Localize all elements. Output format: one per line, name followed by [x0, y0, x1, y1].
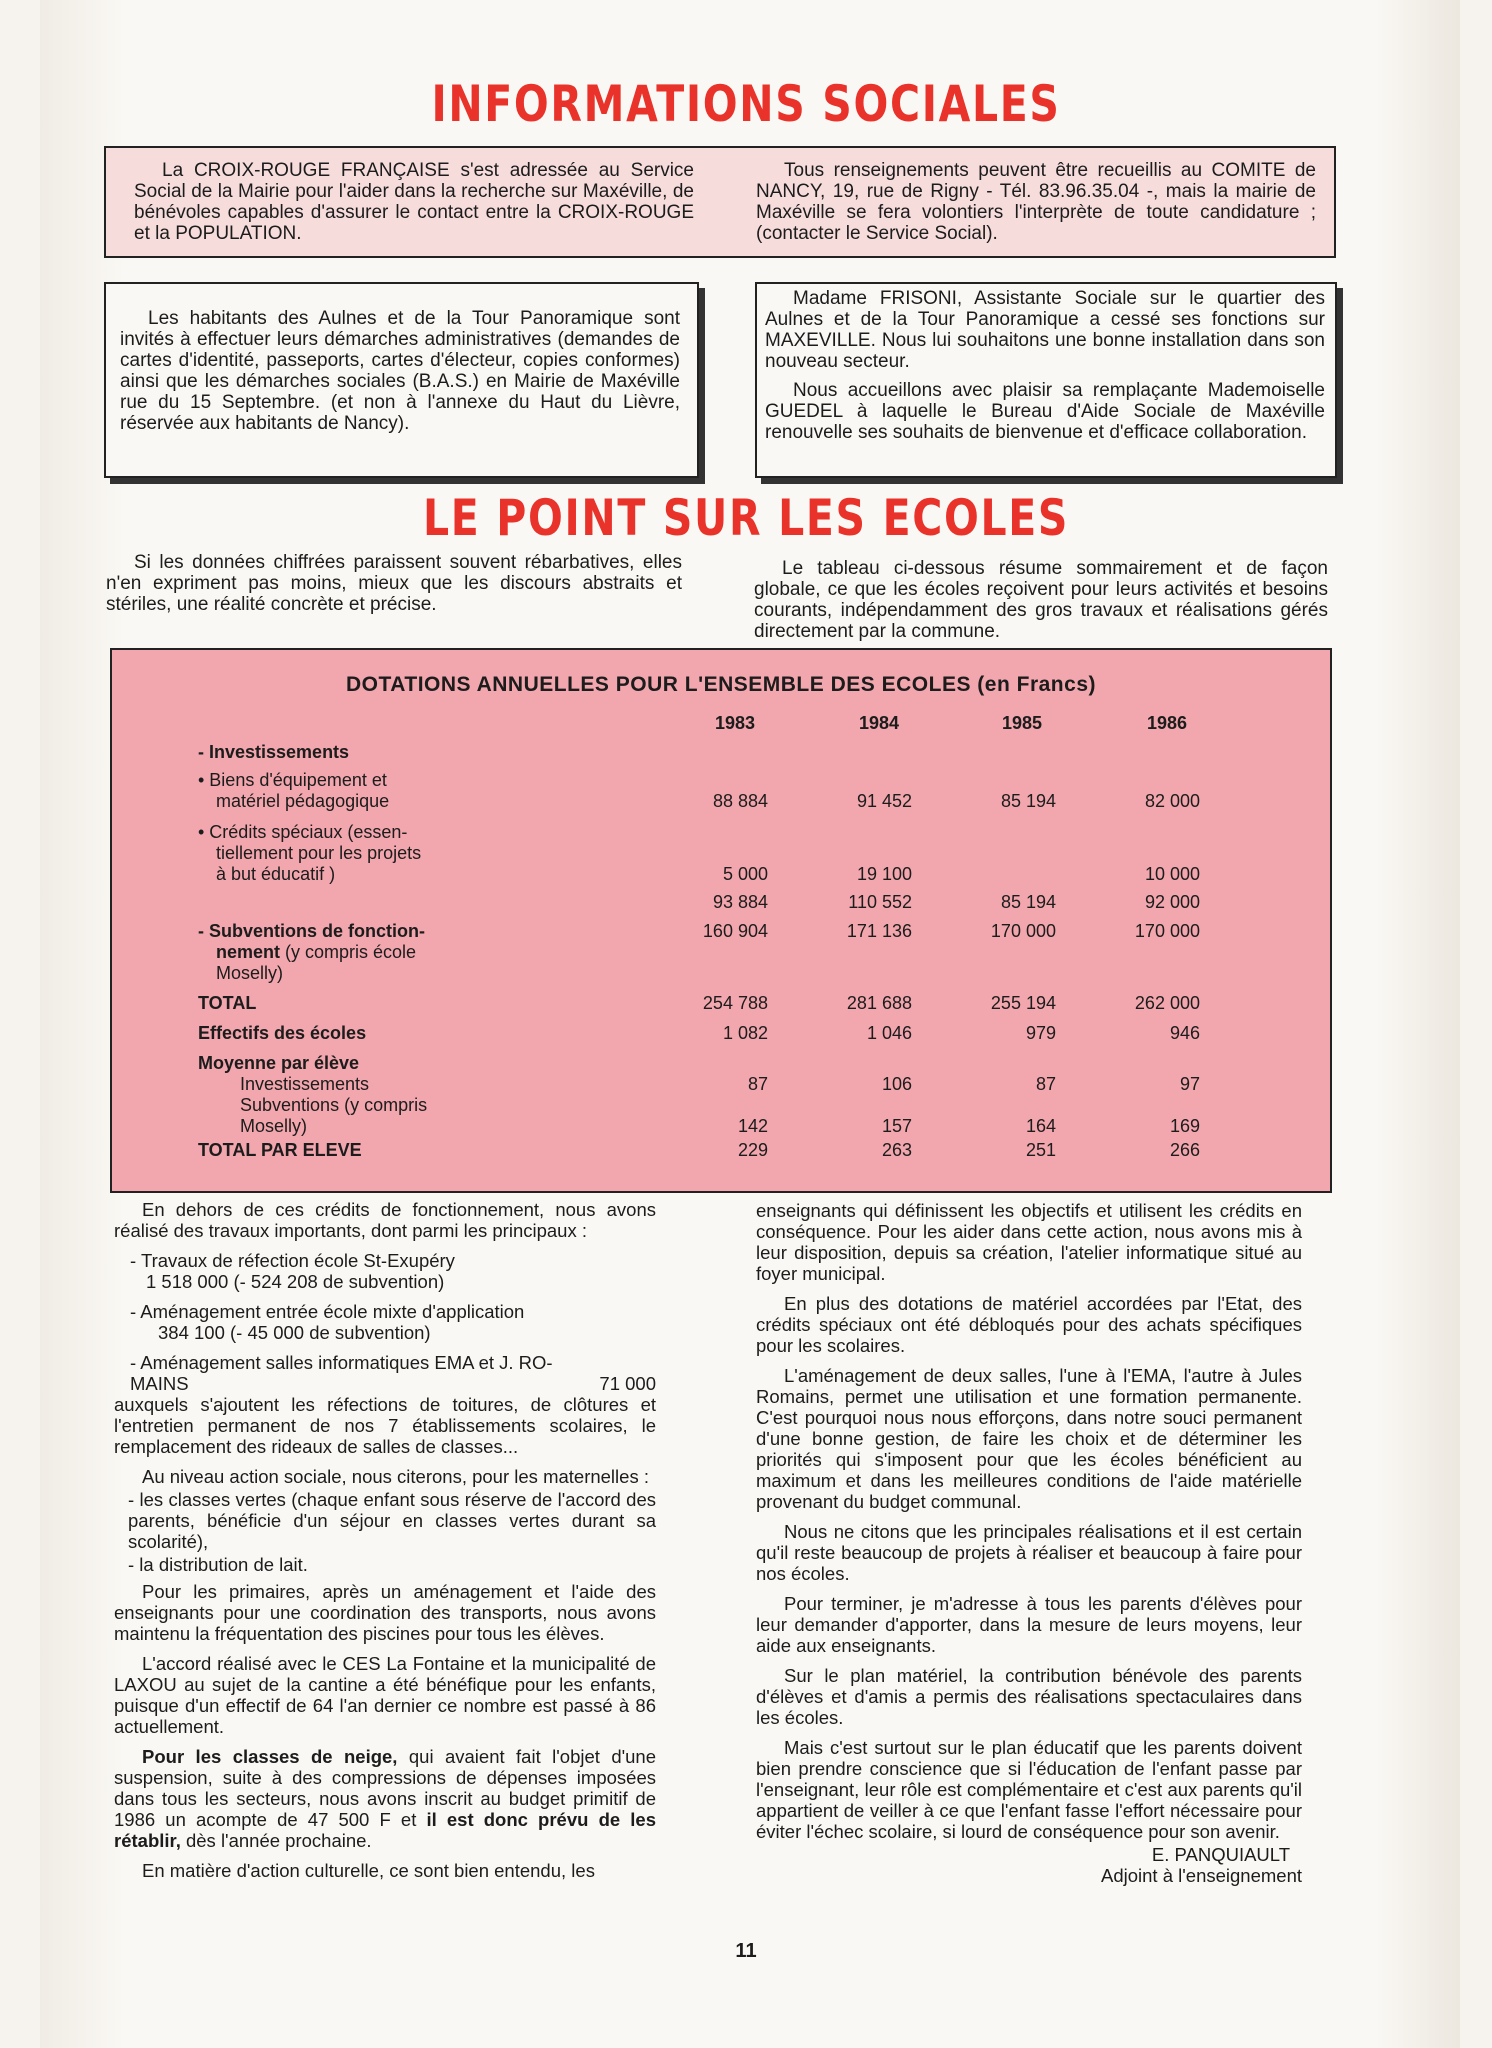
row-label-subv-3: Moselly): [216, 963, 284, 983]
biens-1986: 82 000: [1144, 791, 1200, 811]
works-item-1-title: - Travaux de réfection école St-Exupéry: [130, 1250, 455, 1271]
subv-1985: 170 000: [990, 921, 1056, 941]
signature-title: Adjoint à l'enseignement: [1101, 1865, 1302, 1886]
total-eleve-1983: 229: [737, 1140, 768, 1160]
effectifs-1984: 1 046: [866, 1023, 912, 1043]
moy-subv-1986: 169: [1169, 1116, 1200, 1136]
assistante-sociale-p1: Madame FRISONI, Assistante Sociale sur le quartier des Aulnes et de la Tour Panoramique a cessé ses fonctions sur MAXEVILLE. Nous lui souhaitons une bonne installation dans son nouveau secteur.: [765, 288, 1325, 372]
left-p3-item1: - les classes vertes (chaque enfant sous réserve de l'accord des parents, bénéficie d'un séjour en classes vertes durant sa scolarité),: [128, 1489, 656, 1552]
aulnes-demarches-text: Les habitants des Aulnes et de la Tour Panoramique sont invités à effectuer leurs démarches administratives (demandes de cartes d'identité, passeports, cartes d'électeur, copies conformes) ainsi que les démarches sociales (B.A.S.) en Mairie de Maxéville rue du 15 Septembre. (et non à l'annexe du Haut du Lièvre, réservée aux habitants de Nancy).: [120, 308, 680, 434]
right-p2: En plus des dotations de matériel accordées par l'Etat, des crédits spéciaux ont été débloqués pour des achats spécifiques pour les scolaires.: [756, 1293, 1302, 1356]
year-header-1983: 1983: [714, 713, 756, 733]
moy-inv-1986: 97: [1179, 1074, 1200, 1094]
total-eleve-1984: 263: [881, 1140, 912, 1160]
works-item-3: [114, 1352, 656, 1394]
intro-right: [754, 558, 1328, 642]
section-title-informations-sociales: INFORMATIONS SOCIALES: [431, 75, 1061, 133]
works-item-3-title: - Aménagement salles informatiques EMA et J. RO-: [130, 1352, 553, 1373]
row-label-total-eleve: TOTAL PAR ELEVE: [198, 1140, 362, 1160]
left-p3: Au niveau action sociale, nous citerons, pour les maternelles :: [142, 1466, 649, 1487]
row-label-subv-2: [216, 942, 416, 963]
aulnes-demarches-box: [104, 282, 699, 478]
left-p6-text1: qui avaient fait l'objet d'une suspension, suite à des compressions de dépenses imposées dans tous les secteurs, nous avons inscrit au budget primitif de 1986 un acompte de 47 500 F et: [114, 1746, 657, 1830]
row-label-investissements: - Investissements: [198, 742, 350, 762]
left-p2: auxquels s'ajoutent les réfections de toitures, de clôtures et l'entretien permanent de nos 7 établissements scolaires, le remplacement des rideaux de salles de classes...: [114, 1394, 656, 1457]
year-header-1986: 1986: [1146, 713, 1188, 733]
row-label-moy-subv-2: Moselly): [240, 1116, 308, 1136]
right-p3: L'aménagement de deux salles, l'une à l'EMA, l'autre à Jules Romains, permet une utilisation et une formation permanente. C'est pourquoi nous nous efforçons, dans notre souci permanent d'une bonne gestion, de faire les choix et de déterminer les priorités qui s'imposent pour que les écoles bénéficient au maximum et dans les meilleures conditions de l'aide matérielle provenant du budget communal.: [756, 1365, 1302, 1512]
right-p5: Pour terminer, je m'adresse à tous les parents d'élèves pour leur demander d'apporter, dans la mesure de leurs moyens, leur aide aux enseignants.: [756, 1593, 1302, 1656]
biens-1983: 88 884: [712, 791, 768, 811]
row-label-moy-subv-1: Subventions (y compris: [240, 1095, 428, 1115]
moy-subv-1983: 142: [737, 1116, 768, 1136]
subv-1984: 171 136: [846, 921, 912, 941]
dotations-table: [110, 648, 1332, 1193]
intro-right-text: Le tableau ci-dessous résume sommairement et de façon globale, ce que les écoles reçoivent pour leurs activités et besoins courants, indépendamment des gros travaux et réalisations gérés directement par la commune.: [754, 558, 1328, 642]
total-1985: 255 194: [990, 993, 1056, 1013]
invest-total-1986: 92 000: [1144, 892, 1200, 912]
section-title-point-ecoles: LE POINT SUR LES ECOLES: [422, 489, 1070, 547]
effectifs-1985: 979: [1025, 1023, 1056, 1043]
right-p6: Sur le plan matériel, la contribution bénévole des parents d'élèves et d'amis a permis des réalisations spectaculaires dans les écoles.: [756, 1665, 1302, 1728]
intro-left-text: Si les données chiffrées paraissent souvent rébarbatives, elles n'en expriment pas moins, mieux que les discours abstraits et stériles, une réalité concrète et précise.: [106, 552, 682, 615]
right-column: [756, 1200, 1302, 1886]
left-p1: En dehors de ces crédits de fonctionnement, nous avons réalisé des travaux importants, dont parmi les principaux :: [114, 1199, 656, 1241]
works-item-2: [114, 1301, 656, 1343]
works-item-1-amount: 1 518 000 (- 524 208 de subvention): [146, 1271, 445, 1292]
table-title: DOTATIONS ANNUELLES POUR L'ENSEMBLE DES ECOLES (en Francs): [345, 673, 1096, 696]
works-item-2-title: - Aménagement entrée école mixte d'application: [130, 1301, 525, 1322]
signature-name: E. PANQUIAULT: [1151, 1844, 1290, 1865]
left-p6-bold2: il est donc prévu de les rétablir,: [114, 1809, 657, 1851]
biens-1985: 85 194: [1000, 791, 1056, 811]
works-item-3-line2: [130, 1373, 656, 1394]
total-eleve-1985: 251: [1025, 1140, 1056, 1160]
intro-left: [106, 552, 682, 615]
row-label-credits-2: tiellement pour les projets: [216, 843, 422, 863]
row-label-moy-inv: Investissements: [240, 1074, 370, 1094]
right-p4: Nous ne citons que les principales réalisations et il est certain qu'il reste beaucoup de projets à réaliser et beaucoup à faire pour nos écoles.: [756, 1521, 1302, 1584]
biens-1984: 91 452: [856, 791, 912, 811]
works-item-1: [114, 1250, 656, 1292]
assistante-sociale-box: [755, 282, 1337, 478]
credits-1984: 19 100: [856, 864, 912, 884]
page-number: 11: [735, 1940, 757, 1962]
left-p6: [114, 1746, 656, 1851]
credits-1983: 5 000: [722, 864, 768, 884]
total-eleve-1986: 266: [1169, 1140, 1200, 1160]
left-p3-item2: - la distribution de lait.: [128, 1554, 308, 1575]
croix-rouge-box: [104, 146, 1336, 258]
row-label-moyenne: Moyenne par élève: [198, 1053, 360, 1073]
subv-1986: 170 000: [1134, 921, 1200, 941]
year-header-1984: 1984: [858, 713, 900, 733]
total-1986: 262 000: [1134, 993, 1200, 1013]
invest-total-1984: 110 552: [848, 892, 912, 912]
moy-inv-1985: 87: [1035, 1074, 1056, 1094]
row-label-subv-2-bold: nement: [216, 942, 281, 962]
effectifs-1983: 1 082: [722, 1023, 768, 1043]
total-1983: 254 788: [702, 993, 768, 1013]
invest-total-1983: 93 884: [712, 892, 768, 912]
left-p6-bold1: Pour les classes de neige,: [142, 1746, 398, 1767]
right-p1: enseignants qui définissent les objectifs et utilisent les crédits en conséquence. Pour les aider dans cette action, nous avons mis à leur disposition, depuis sa création, l'atelier informatique situé au foyer municipal.: [756, 1200, 1302, 1284]
row-label-effectifs: Effectifs des écoles: [198, 1023, 367, 1043]
total-1984: 281 688: [846, 993, 912, 1013]
moy-inv-1983: 87: [747, 1074, 768, 1094]
assistante-sociale-text: [765, 288, 1325, 451]
row-label-biens-1: • Biens d'équipement et: [198, 770, 387, 790]
year-header-1985: 1985: [1001, 713, 1043, 733]
credits-1986: 10 000: [1144, 864, 1200, 884]
works-item-2-amount: 384 100 (- 45 000 de subvention): [158, 1322, 431, 1343]
row-label-credits-1: • Crédits spéciaux (essen-: [198, 822, 408, 842]
row-label-total: TOTAL: [198, 993, 257, 1013]
left-p5: L'accord réalisé avec le CES La Fontaine et la municipalité de LAXOU au sujet de la cantine a été bénéfique pour les enfants, puisque d'un effectif de 64 l'an dernier ce nombre est passé à 86 actuellement.: [114, 1653, 656, 1737]
effectifs-1986: 946: [1169, 1023, 1200, 1043]
row-label-subv-1: - Subventions de fonction-: [198, 921, 425, 941]
row-label-biens-2: matériel pédagogique: [216, 791, 390, 811]
croix-rouge-text-right: Tous renseignements peuvent être recueillis au COMITE de NANCY, 19, rue de Rigny - Tél. 83.96.35.04 -, mais la mairie de Maxéville se fera volontiers l'interprète de toute candidature ; (contacter le Service Social).: [756, 160, 1316, 244]
row-label-credits-3: à but éducatif ): [216, 864, 336, 884]
assistante-sociale-p2: Nous accueillons avec plaisir sa remplaçante Mademoiselle GUEDEL à laquelle le Bureau d'Aide Sociale de Maxéville renouvelle ses souhaits de bienvenue et d'efficace collaboration.: [765, 380, 1325, 443]
right-p7: Mais c'est surtout sur le plan éducatif que les parents doivent bien prendre conscience que si l'éducation de l'enfant passe par l'enseignant, leur rôle est complémentaire et c'est aux parents qu'il appartient de veiller à ce que l'enfant fasse l'effort nécessaire pour éviter l'échec scolaire, si lourd de conséquence pour son avenir.: [756, 1737, 1302, 1842]
row-label-subv-2-rest: (y compris école: [280, 942, 417, 962]
subv-1983: 160 904: [702, 921, 768, 941]
moy-inv-1984: 106: [881, 1074, 912, 1094]
left-p4: Pour les primaires, après un aménagement et l'aide des enseignants pour une coordination des transports, nous avons maintenu la fréquentation des piscines pour tous les élèves.: [114, 1581, 656, 1644]
croix-rouge-text-left: La CROIX-ROUGE FRANÇAISE s'est adressée au Service Social de la Mairie pour l'aider dans la recherche sur Maxéville, de bénévoles capables d'assurer le contact entre la CROIX-ROUGE et la POPULATION.: [134, 160, 694, 244]
moy-subv-1985: 164: [1025, 1116, 1056, 1136]
works-item-3-amount: 71 000: [599, 1373, 656, 1394]
invest-total-1985: 85 194: [1000, 892, 1056, 912]
left-p7: En matière d'action culturelle, ce sont bien entendu, les: [142, 1860, 595, 1881]
left-column: [114, 1199, 656, 1890]
moy-subv-1984: 157: [881, 1116, 912, 1136]
left-p6-text2: dès l'année prochaine.: [180, 1830, 372, 1851]
works-item-3-cont: MAINS: [130, 1373, 189, 1394]
